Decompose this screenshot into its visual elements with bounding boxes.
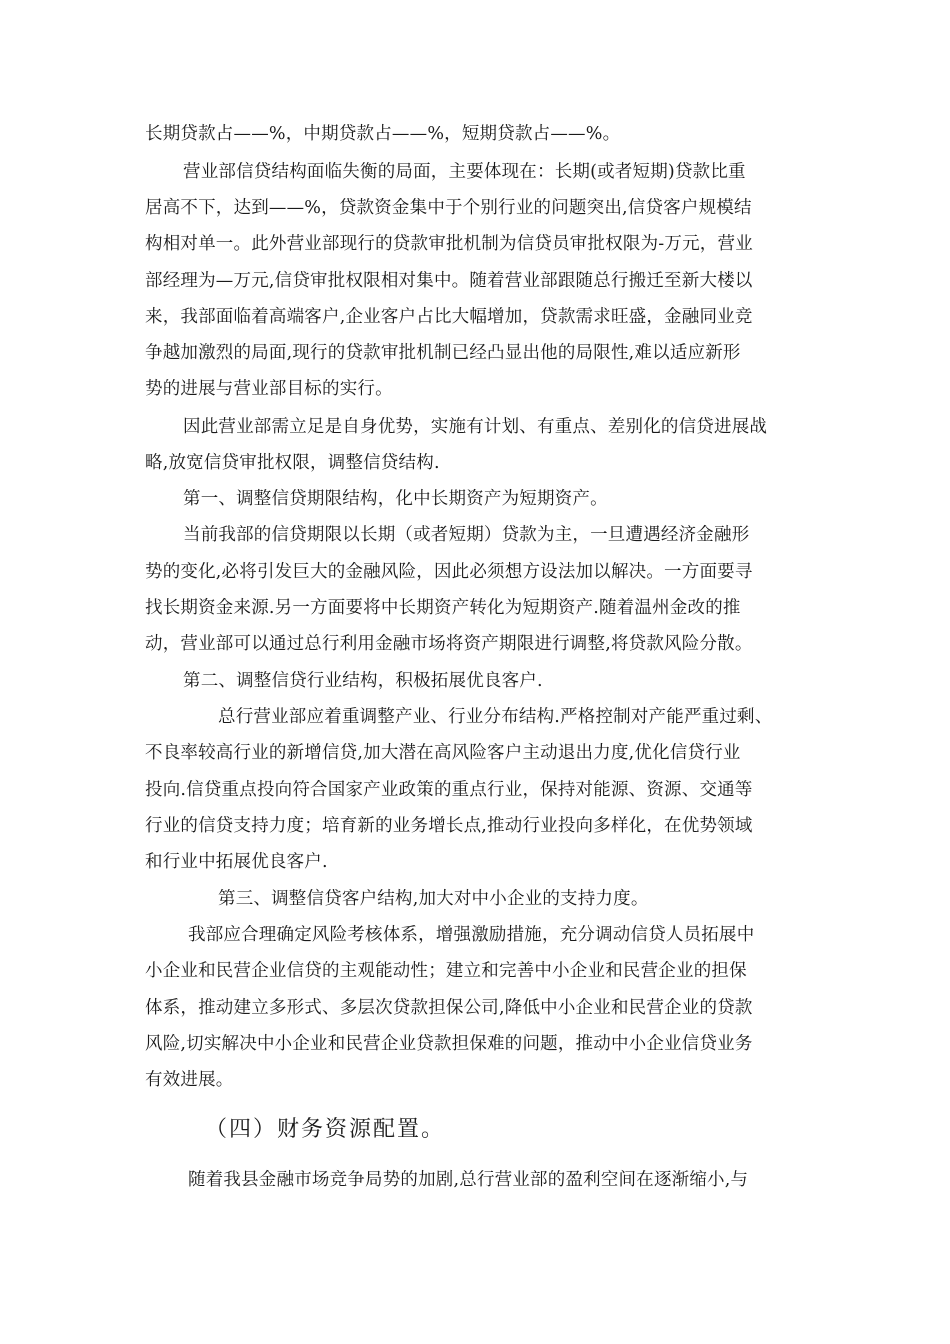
paragraph-line: 我部应合理确定风险考核体系，增强激励措施，充分调动信贷人员拓展中 — [188, 925, 755, 945]
paragraph-line: 构相对单一。此外营业部现行的贷款审批机制为信贷员审批权限为-万元，营业 — [145, 234, 753, 254]
paragraph-line: 争越加激烈的局面,现行的贷款审批机制已经凸显出他的局限性,难以适应新形 — [145, 343, 741, 363]
paragraph-line: 找长期资金来源.另一方面要将中长期资产转化为短期资产.随着温州金改的推 — [145, 598, 741, 618]
paragraph-line: 体系，推动建立多形式、多层次贷款担保公司,降低中小企业和民营企业的贷款 — [145, 998, 753, 1018]
paragraph-line: 因此营业部需立足是自身优势，实施有计划、有重点、差别化的信贷进展战 — [183, 417, 768, 437]
paragraph-line: 势的变化,必将引发巨大的金融风险，因此必须想方设法加以解决。一方面要寻 — [145, 562, 753, 582]
paragraph-line: 投向.信贷重点投向符合国家产业政策的重点行业，保持对能源、资源、交通等 — [145, 780, 753, 800]
paragraph-line: 不良率较高行业的新增信贷,加大潜在高风险客户主动退出力度,优化信贷行业 — [145, 743, 741, 763]
paragraph-line: 略,放宽信贷审批权限，调整信贷结构. — [145, 453, 440, 473]
paragraph-line: 风险,切实解决中小企业和民营企业贷款担保难的问题，推动中小企业信贷业务 — [145, 1034, 753, 1054]
paragraph-line: 第三、调整信贷客户结构,加大对中小企业的支持力度。 — [218, 889, 649, 909]
paragraph-line: 小企业和民营企业信贷的主观能动性；建立和完善中小企业和民营企业的担保 — [145, 961, 747, 981]
paragraph-line: 动，营业部可以通过总行利用金融市场将资产期限进行调整,将贷款风险分散。 — [145, 634, 753, 654]
paragraph-line: 第一、调整信贷期限结构，化中长期资产为短期资产。 — [183, 489, 608, 509]
paragraph-line: 营业部信贷结构面临失衡的局面，主要体现在：长期(或者短期)贷款比重 — [183, 162, 746, 182]
paragraph-line: 长期贷款占——%，中期贷款占——%，短期贷款占——%。 — [145, 124, 621, 144]
paragraph-line: 居高不下，达到——%，贷款资金集中于个别行业的问题突出,信贷客户规模结 — [145, 198, 752, 218]
section-heading: （四）财务资源配置。 — [205, 1117, 446, 1142]
paragraph-line: 第二、调整信贷行业结构，积极拓展优良客户. — [183, 671, 543, 691]
paragraph-line: 有效进展。 — [145, 1070, 234, 1090]
paragraph-line: 和行业中拓展优良客户. — [145, 852, 328, 872]
paragraph-line: 来，我部面临着高端客户,企业客户占比大幅增加，贷款需求旺盛，金融同业竞 — [145, 307, 753, 327]
paragraph-line: 行业的信贷支持力度；培育新的业务增长点,推动行业投向多样化，在优势领域 — [145, 816, 753, 836]
paragraph-line: 随着我县金融市场竞争局势的加剧,总行营业部的盈利空间在逐渐缩小,与 — [188, 1170, 749, 1190]
paragraph-line: 部经理为—万元,信贷审批权限相对集中。随着营业部跟随总行搬迁至新大楼以 — [145, 271, 753, 291]
paragraph-line: 势的进展与营业部目标的实行。 — [145, 379, 393, 399]
paragraph-line: 总行营业部应着重调整产业、行业分布结构.严格控制对产能严重过剩、 — [218, 707, 773, 727]
paragraph-line: 当前我部的信贷期限以长期（或者短期）贷款为主，一旦遭遇经济金融形 — [183, 525, 750, 545]
